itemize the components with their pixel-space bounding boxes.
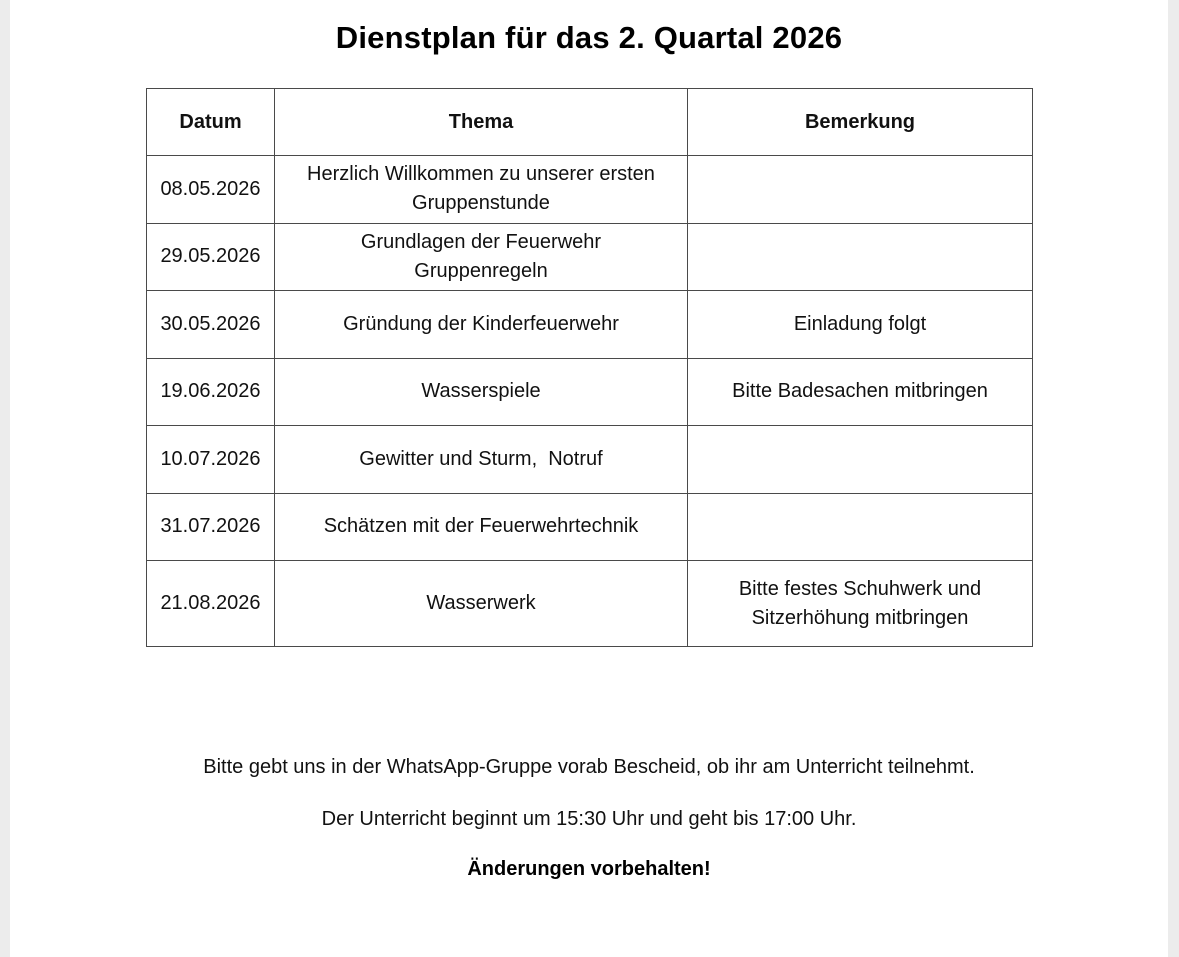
topic-line: Schätzen mit der Feuerwehrtechnik [323,515,639,538]
topic-line: Gewitter und Sturm, Notruf [359,447,603,470]
date-cell: 31.07.2026 [147,493,275,561]
topic-line: Grundlagen der Feuerwehr [360,230,602,253]
date-cell: 08.05.2026 [147,156,275,224]
header-note: Bemerkung [688,89,1033,156]
note-cell [688,426,1033,494]
topic-cell [275,156,688,224]
note-cell [688,291,1033,359]
date-cell: 30.05.2026 [147,291,275,359]
note-cell [688,156,1033,224]
topic-cell [275,561,688,647]
schedule-table [146,88,1033,647]
note-line: Einladung folgt [793,312,927,335]
note-cell [688,223,1033,291]
topic-cell [275,223,688,291]
note-cell [688,493,1033,561]
topic-cell [275,426,688,494]
whatsapp-notice: Bitte gebt uns in der WhatsApp-Gruppe vorab Bescheid, ob ihr am Unterricht teilnehmt. [203,756,975,778]
table-row [147,493,1033,561]
topic-line: Wasserwerk [426,592,536,614]
table-row [147,223,1033,291]
table-row [147,426,1033,494]
topic-line: Gruppenstunde [412,192,550,215]
date-cell: 10.07.2026 [147,426,275,494]
date-cell: 21.08.2026 [147,561,275,647]
note-cell [688,358,1033,426]
date-cell: 29.05.2026 [147,223,275,291]
note-line: Bitte Badesachen mitbringen [732,380,988,403]
document-page [10,0,1168,957]
topic-cell [275,291,688,359]
note-line: Sitzerhöhung mitbringen [751,606,969,629]
note-cell [688,561,1033,647]
date-cell: 19.06.2026 [147,358,275,426]
topic-cell [275,358,688,426]
topic-line: Herzlich Willkommen zu unserer ersten [307,163,655,186]
topic-cell [275,493,688,561]
changes-notice: Änderungen vorbehalten! [467,858,711,880]
document-title: Dienstplan für das 2. Quartal 2026 [335,20,843,55]
time-notice: Der Unterricht beginnt um 15:30 Uhr und geht bis 17:00 Uhr. [321,808,857,830]
table-row [147,358,1033,426]
topic-line: Gruppenregeln [414,259,548,282]
topic-line: Gründung der Kinderfeuerwehr [343,312,619,335]
table-row [147,156,1033,224]
note-line: Bitte festes Schuhwerk und [738,577,982,600]
header-date: Datum [147,89,275,156]
header-topic: Thema [275,89,688,156]
topic-line: Wasserspiele [421,380,541,403]
table-header-row [147,89,1033,156]
table-row [147,561,1033,647]
table-row [147,291,1033,359]
